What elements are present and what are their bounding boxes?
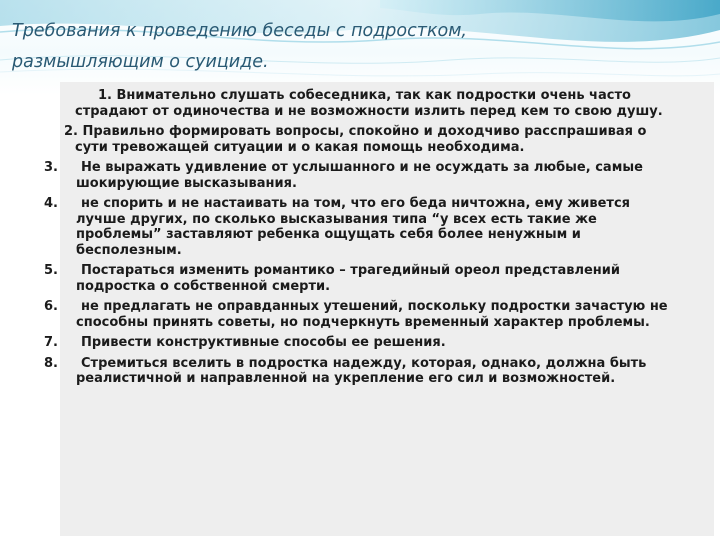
list-item-content: Не выражать удивление от услышанного и не осуждать за любые, самые шокирующие высказывания. bbox=[76, 160, 643, 191]
list-item-content: Постараться изменить романтико – трагедийный ореол представлений подростка о собственной смерти. bbox=[76, 263, 621, 294]
list-item bbox=[44, 160, 670, 191]
list-item bbox=[44, 335, 670, 351]
list-item-number: 6. bbox=[44, 299, 58, 314]
list-item-text bbox=[75, 88, 670, 119]
requirements-list bbox=[44, 88, 670, 392]
list-item-content: Привести конструктивные способы ее решения. bbox=[81, 335, 446, 350]
list-item-text bbox=[64, 124, 670, 155]
list-item-content: не спорить и не настаивать на том, что его беда ничтожна, ему живется лучше других, по сколько высказывания типа “у всех есть такие же проблемы” заставляют ребенка ощущать себя более ненужным и бесполезным. bbox=[76, 196, 631, 258]
list-item bbox=[60, 124, 670, 155]
list-item-number: 7. bbox=[44, 335, 58, 350]
list-item-number: 4. bbox=[44, 196, 58, 211]
list-item-number: 5. bbox=[44, 263, 58, 278]
list-item-number: 8. bbox=[44, 355, 58, 371]
list-item-number: 3. bbox=[44, 160, 58, 175]
list-item bbox=[44, 196, 670, 258]
list-item-content: Стремиться вселить в подростка надежду, которая, однако, должна быть реалистичной и направленной на укрепление его сил и возможностей. bbox=[76, 355, 647, 386]
list-item-content: не предлагать не оправданных утешений, поскольку подростки зачастую не способны принять советы, но подчеркнуть временный характер проблемы. bbox=[76, 299, 668, 330]
list-item bbox=[44, 355, 670, 387]
slide-title: Требования к проведению беседы с подростком, размышляющим о суициде. bbox=[12, 21, 467, 72]
list-item bbox=[44, 299, 670, 330]
list-item-number: 2. bbox=[64, 124, 78, 139]
list-item bbox=[44, 263, 670, 294]
list-item bbox=[60, 88, 670, 119]
list-item-number: 1. bbox=[98, 88, 112, 103]
list-item-content: Внимательно слушать собеседника, так как подростки очень часто страдают от одиночества и не возможности излить перед кем то свою душу. bbox=[75, 88, 663, 119]
list-item-content: Правильно формировать вопросы, спокойно и доходчиво расспрашивая о сути тревожащей ситуации и о какая помощь необходима. bbox=[75, 124, 647, 155]
